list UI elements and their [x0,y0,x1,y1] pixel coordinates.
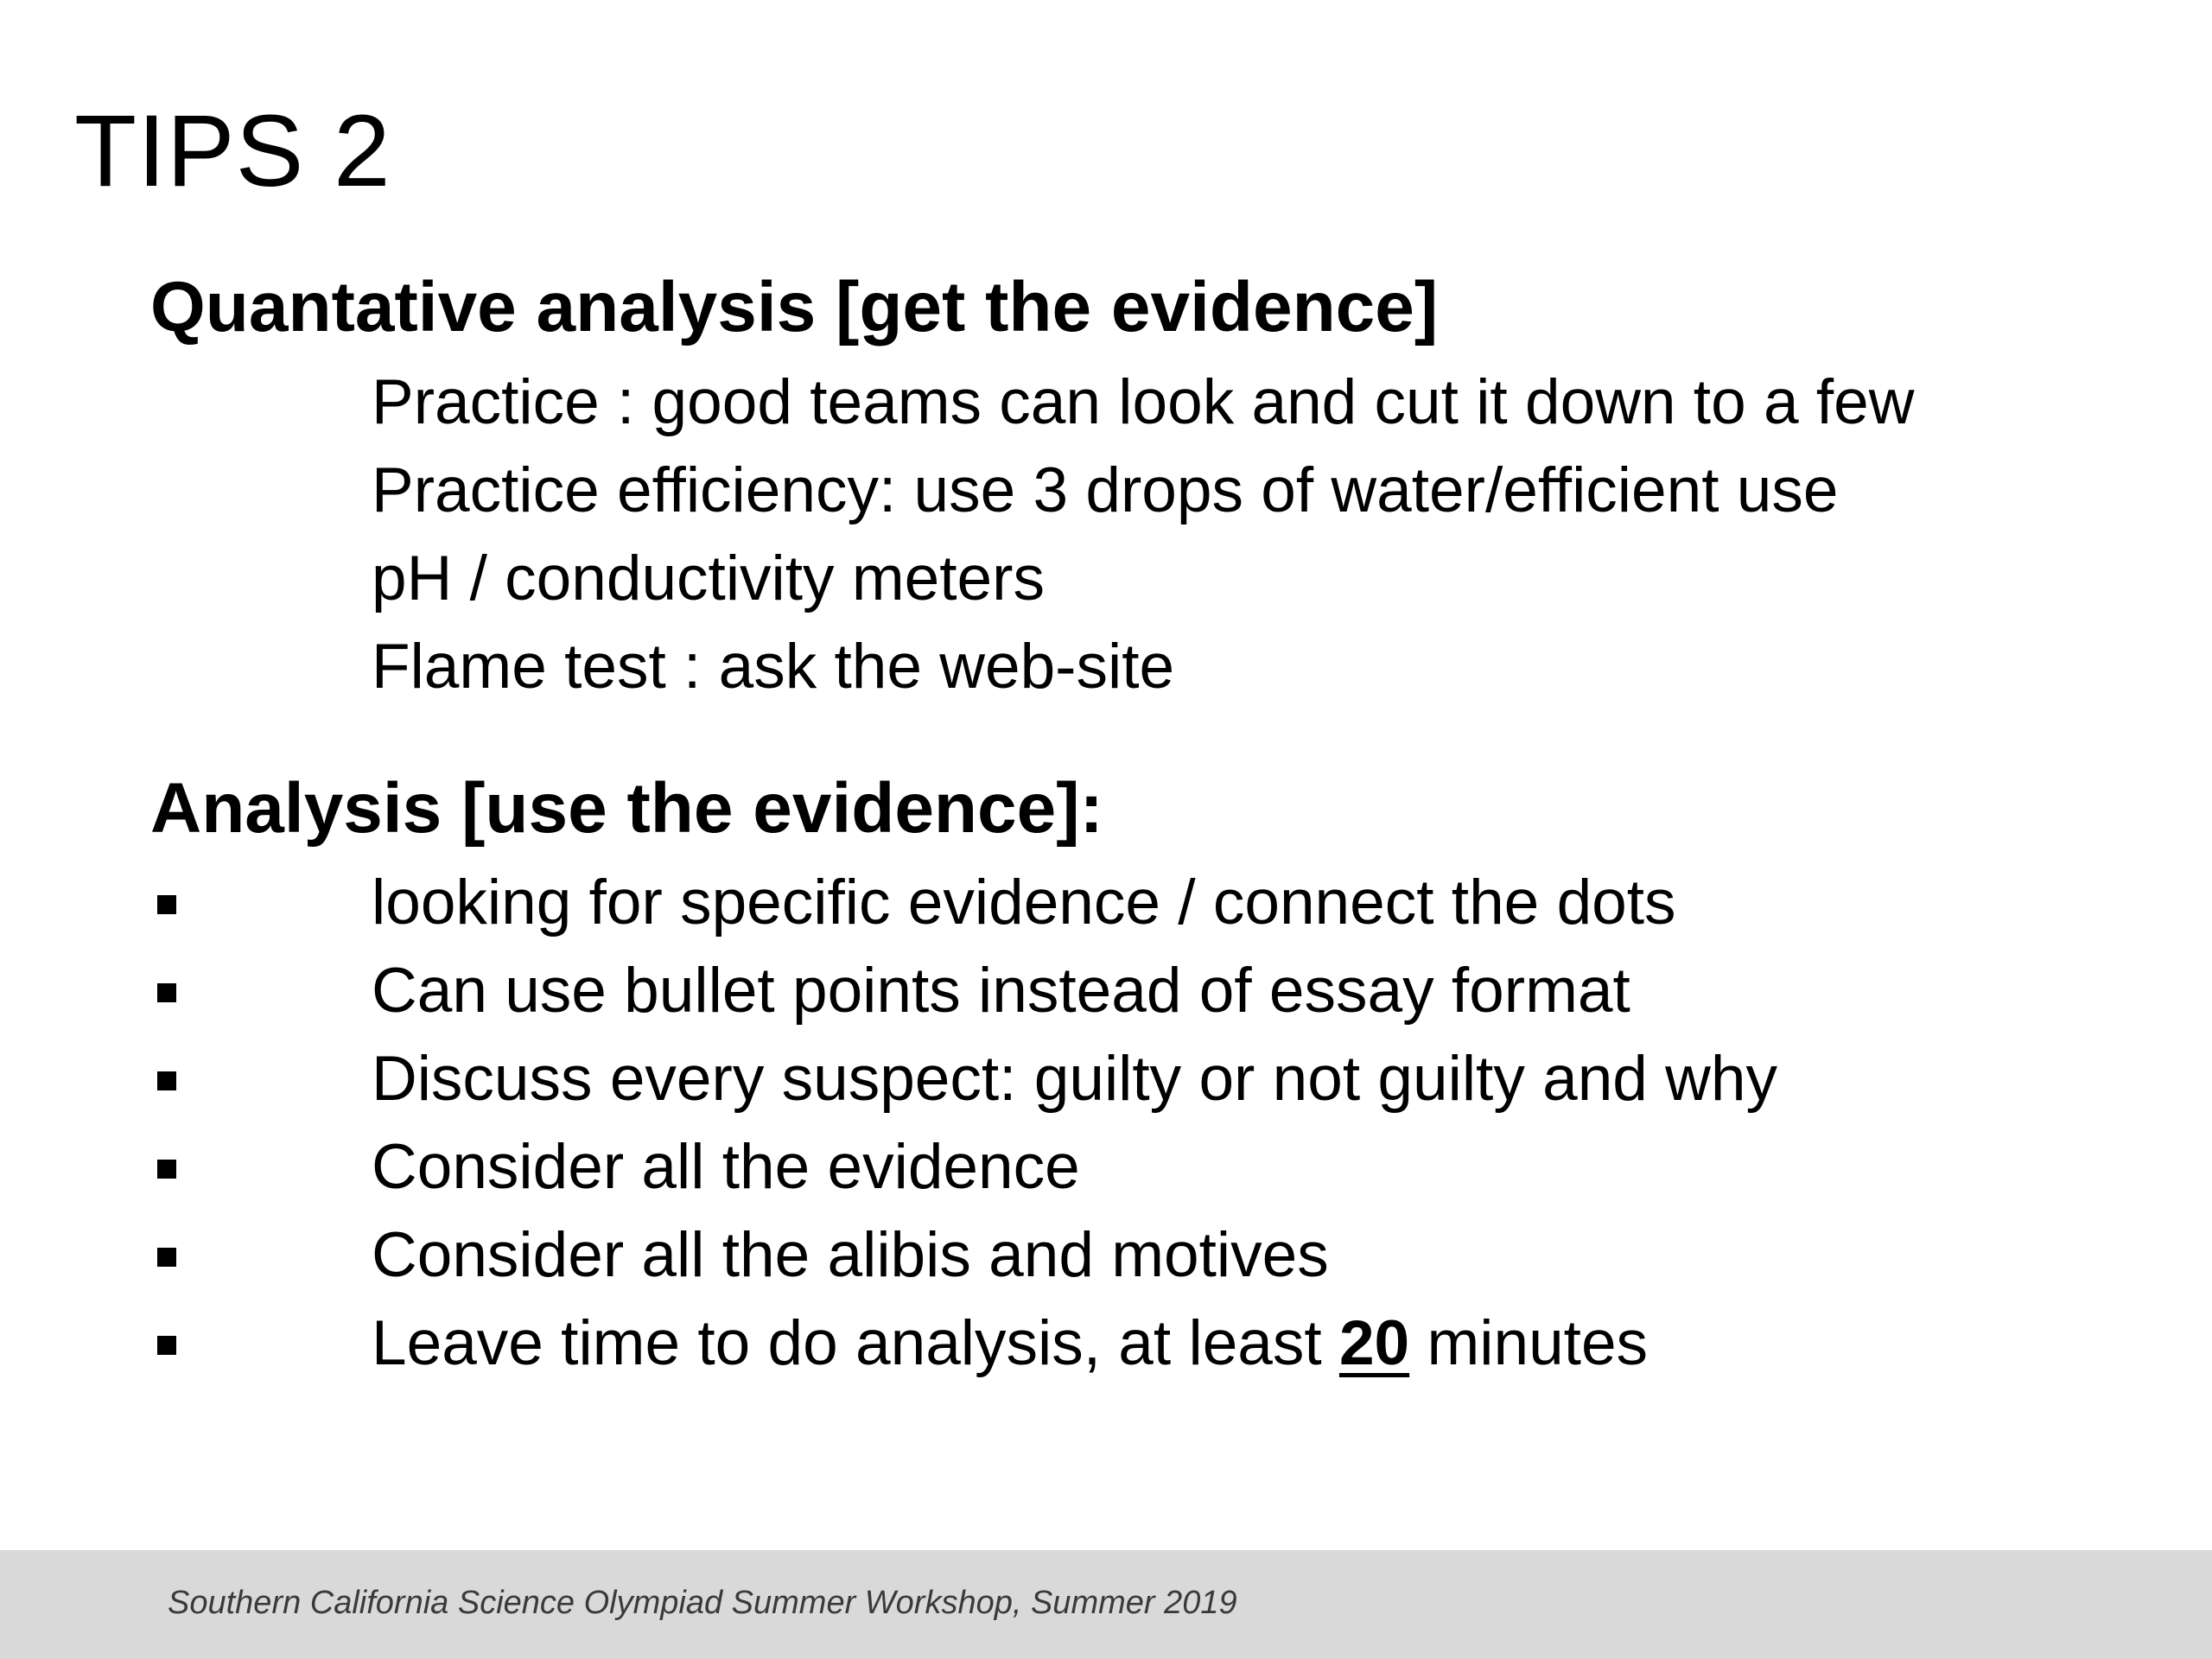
section-heading-analysis: Analysis [use the evidence]: [150,769,1103,848]
footer-bar [0,1550,2212,1659]
square-bullet-icon [157,1336,176,1355]
section-heading-quantative-analysis: Quantative analysis [get the evidence] [150,268,1439,346]
bullet-text: Discuss every suspect: guilty or not guilty and why [372,1044,1777,1114]
list-item: pH / conductivity meters [372,543,1045,613]
bullet-text-before: Leave time to do analysis, at least [372,1308,1339,1378]
emphasized-minutes-value: 20 [1338,1308,1410,1378]
square-bullet-icon [157,1160,176,1179]
quantative-analysis-list [372,359,1914,711]
footer-text: Southern California Science Olympiad Summer Workshop, Summer 2019 [168,1585,1237,1621]
bullet-text: Can use bullet points instead of essay format [372,956,1630,1026]
bullet-text: Consider all the alibis and motives [372,1220,1329,1290]
list-item: Practice efficiency: use 3 drops of water/efficient use [372,455,1839,525]
square-bullet-icon [157,1248,176,1267]
bullet-text [372,1300,1648,1388]
bullet-text: looking for specific evidence / connect the dots [372,868,1676,938]
slide-title: TIPS 2 [74,94,391,208]
list-item: Practice : good teams can look and cut it down to a few [372,367,1915,437]
bullet-text-after: minutes [1409,1308,1649,1378]
bullet-text: Consider all the evidence [372,1132,1080,1202]
square-bullet-icon [157,895,176,914]
square-bullet-icon [157,983,176,1002]
square-bullet-icon [157,1071,176,1090]
list-item: Flame test : ask the web-site [372,632,1175,702]
